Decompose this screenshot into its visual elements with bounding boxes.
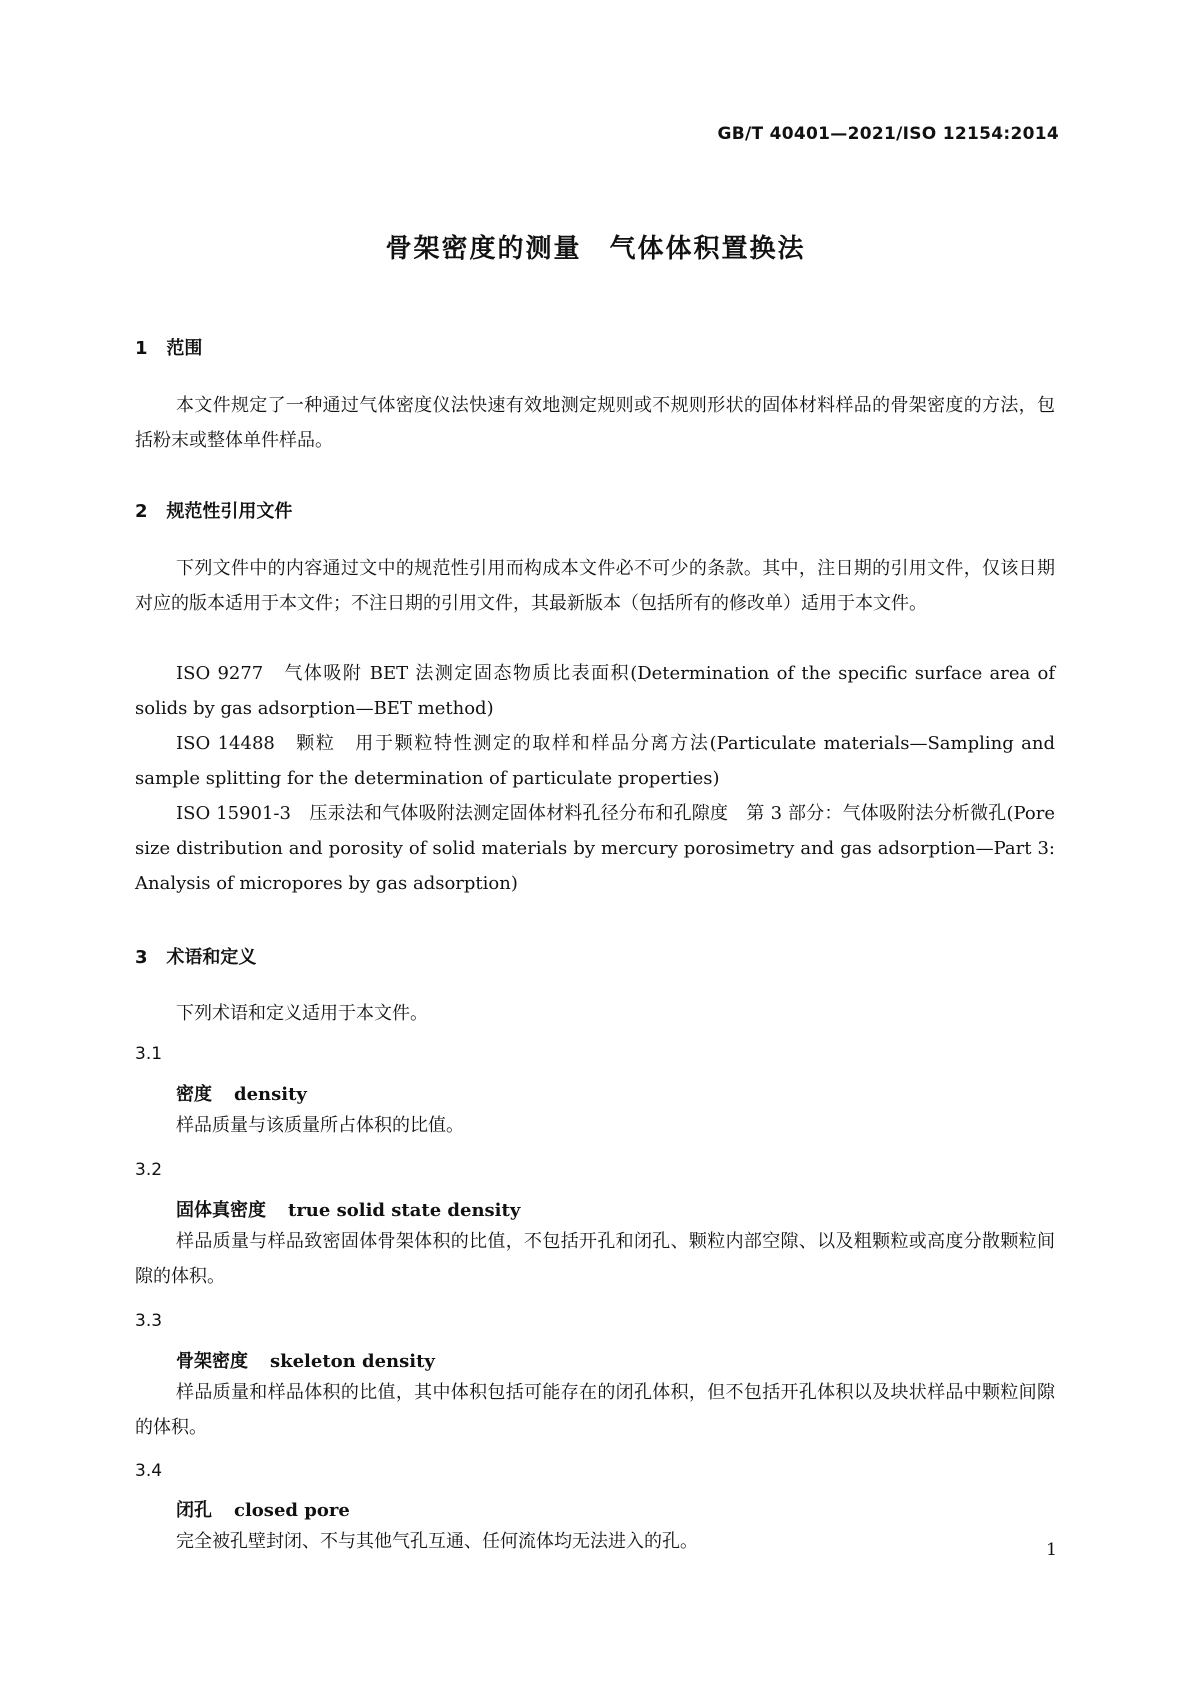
section-3-heading [135, 943, 256, 969]
term-definition: 完全被孔壁封闭、不与其他气孔互通、任何流体均无法进入的孔。 [176, 1531, 698, 1552]
standard-code: GB/T 40401—2021/ISO 12154:2014 [717, 124, 1059, 144]
term-closed-pore [176, 1496, 350, 1522]
section-number: 1 [135, 338, 148, 359]
reference-iso-15901-3: ISO 15901-3 压汞法和气体吸附法测定固体材料孔径分布和孔隙度 第 3 部分：气体吸附法分析微孔(Pore size distribution and porosity of solid materials by mercury porosimetry and gas adsorption—Part 3: Analysis of micropores by gas adsorption) [135, 803, 1055, 894]
term-skeleton-density [176, 1347, 435, 1373]
section-1-paragraph: 本文件规定了一种通过气体密度仪法快速有效地测定规则或不规则形状的固体材料样品的骨架密度的方法，包括粉末或整体单件样品。 [135, 395, 1055, 451]
reference-iso-9277: ISO 9277 气体吸附 BET 法测定固态物质比表面积(Determination of the specific surface area of solids by gas adsorption—BET method) [135, 663, 1055, 719]
section-title: 术语和定义 [166, 947, 257, 968]
term-definition: 样品质量与该质量所占体积的比值。 [176, 1115, 464, 1136]
section-2-heading [135, 497, 292, 523]
reference-iso-14488: ISO 14488 颗粒 用于颗粒特性测定的取样和样品分离方法(Particulate materials—Sampling and sample splitting for the determination of particulate properties) [135, 733, 1055, 789]
page-number: 1 [1046, 1540, 1057, 1560]
term-zh: 固体真密度 [176, 1200, 266, 1221]
term-number: 3.2 [135, 1160, 163, 1180]
term-true-solid-state-density [176, 1196, 520, 1222]
section-number: 3 [135, 947, 148, 968]
term-number: 3.4 [135, 1461, 163, 1481]
term-en: density [234, 1084, 307, 1105]
term-en: closed pore [234, 1500, 350, 1521]
document-title: 骨架密度的测量 气体体积置换法 [385, 234, 806, 264]
term-zh: 闭孔 [176, 1500, 212, 1521]
section-number: 2 [135, 501, 148, 522]
section-3-intro: 下列术语和定义适用于本文件。 [176, 1003, 428, 1024]
term-number: 3.3 [135, 1311, 163, 1331]
term-number: 3.1 [135, 1044, 163, 1064]
term-zh: 密度 [176, 1084, 212, 1105]
section-title: 规范性引用文件 [166, 501, 293, 522]
term-definition: 样品质量和样品体积的比值，其中体积包括可能存在的闭孔体积，但不包括开孔体积以及块状样品中颗粒间隙的体积。 [135, 1382, 1055, 1438]
term-definition: 样品质量与样品致密固体骨架体积的比值，不包括开孔和闭孔、颗粒内部空隙、以及粗颗粒或高度分散颗粒间隙的体积。 [135, 1231, 1055, 1287]
section-2-paragraph: 下列文件中的内容通过文中的规范性引用而构成本文件必不可少的条款。其中，注日期的引用文件，仅该日期对应的版本适用于本文件；不注日期的引用文件，其最新版本（包括所有的修改单）适用于本文件。 [135, 558, 1055, 614]
term-zh: 骨架密度 [176, 1351, 248, 1372]
section-1-heading [135, 334, 202, 360]
term-en: skeleton density [270, 1351, 435, 1372]
term-density [176, 1080, 307, 1106]
term-en: true solid state density [288, 1200, 521, 1221]
section-title: 范围 [166, 338, 203, 359]
